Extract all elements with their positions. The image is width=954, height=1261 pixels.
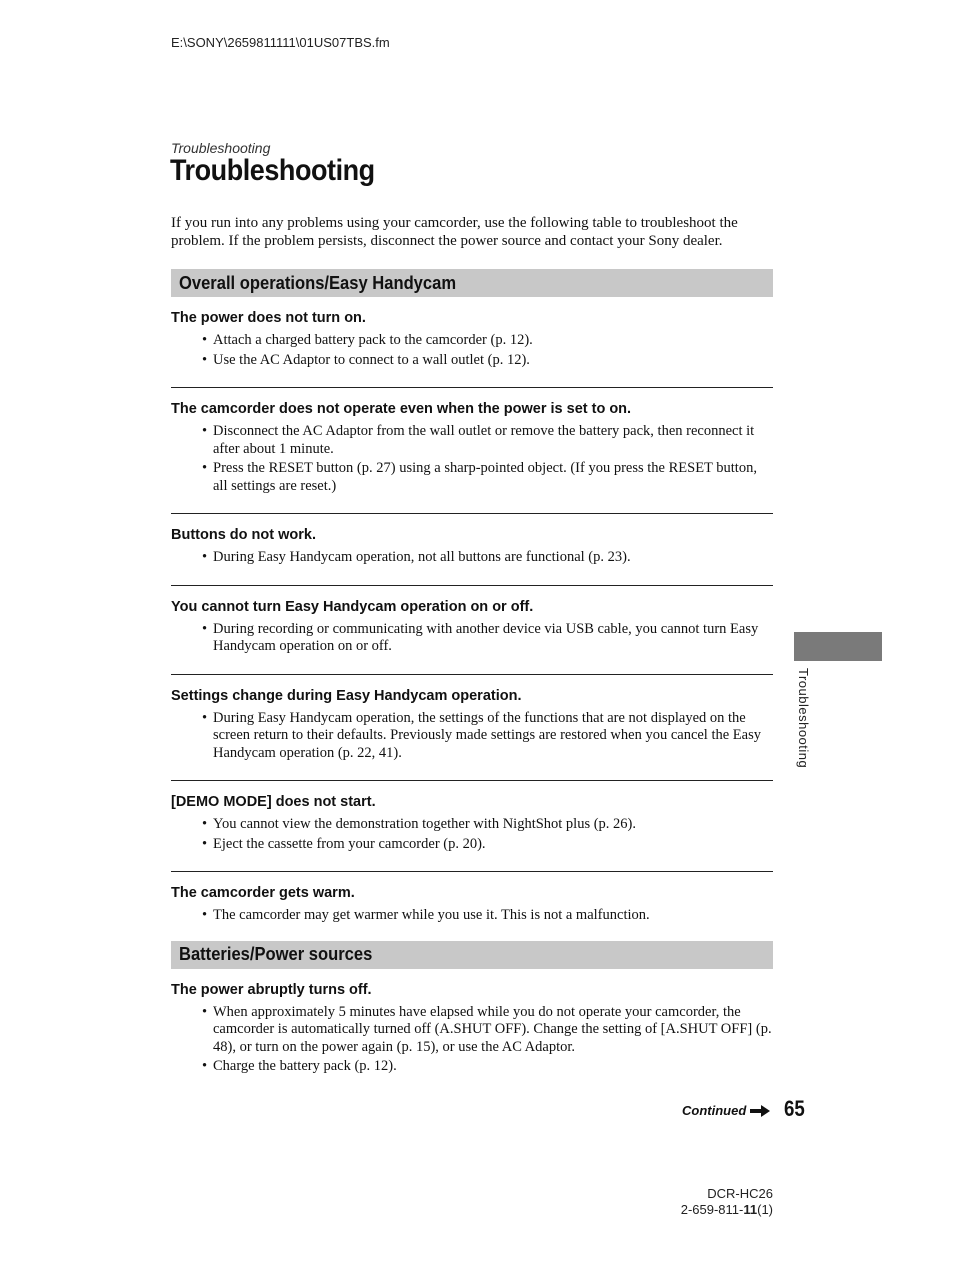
problem-heading: The power abruptly turns off. (171, 981, 372, 998)
solution-item: • Disconnect the AC Adaptor from the wall outlet or remove the battery pack, then reconnect it after about 1 minute. (213, 423, 773, 458)
troubleshoot-entry (171, 297, 773, 387)
solution-list (171, 907, 773, 925)
right-arrow-icon (750, 1105, 770, 1117)
problem-heading: The camcorder does not operate even when the power is set to on. (171, 401, 632, 417)
problem-heading: Settings change during Easy Handycam operation. (171, 687, 522, 704)
troubleshoot-entry (171, 513, 773, 585)
solution-item: • Press the RESET button (p. 27) using a sharp-pointed object. (If you press the RESET button, all settings are reset.) (213, 460, 773, 495)
intro-paragraph: If you run into any problems using your camcorder, use the following table to troubleshoot the problem. If the problem persists, disconnect the power source and contact your Sony dealer. (171, 215, 738, 249)
document-code-suffix: (1) (757, 1202, 773, 1217)
troubleshoot-entry (171, 969, 773, 1094)
troubleshoot-entry (171, 780, 773, 871)
solution-list (171, 710, 773, 763)
solution-list (171, 621, 773, 656)
document-code (681, 1202, 773, 1218)
solution-list (171, 549, 773, 567)
solution-item: • Eject the cassette from your camcorder (p. 20). (213, 836, 773, 854)
solution-item: • Use the AC Adaptor to connect to a wall outlet (p. 12). (213, 352, 773, 370)
solution-item: • During recording or communicating with another device via USB cable, you cannot turn Easy Handycam operation on or off. (213, 621, 773, 656)
page-number: 65 (784, 1096, 805, 1121)
continued-indicator (682, 1103, 770, 1118)
troubleshoot-entry (171, 387, 773, 513)
footer-model-info (681, 1186, 773, 1218)
running-head: Troubleshooting (171, 140, 271, 156)
problem-heading: The camcorder gets warm. (171, 885, 355, 901)
troubleshoot-entry (171, 674, 773, 781)
solution-item: • The camcorder may get warmer while you use it. This is not a malfunction. (213, 907, 773, 925)
document-code-prefix: 2-659-811- (680, 1202, 744, 1217)
solution-item: • Attach a charged battery pack to the camcorder (p. 12). (213, 332, 773, 350)
solution-list (171, 423, 773, 495)
page-title: Troubleshooting (170, 154, 375, 187)
section-heading-batteries-power (171, 941, 773, 969)
solution-item: • You cannot view the demonstration together with NightShot plus (p. 26). (213, 816, 773, 834)
troubleshooting-content (171, 269, 773, 1094)
problem-heading: You cannot turn Easy Handycam operation on or off. (171, 598, 534, 615)
problem-heading: Buttons do not work. (171, 527, 316, 543)
continued-label: Continued (682, 1103, 747, 1118)
chapter-tab-label: Troubleshooting (796, 668, 811, 769)
solution-list (171, 332, 773, 369)
chapter-tab (794, 632, 882, 661)
solution-item: • During Easy Handycam operation, the settings of the functions that are not displayed on the screen return to their defaults. Previously made settings are restored when you cancel the Easy Handycam operation (p. 22, 41). (213, 710, 773, 763)
troubleshoot-entry (171, 585, 773, 674)
solution-list (171, 1004, 773, 1076)
solution-list (171, 816, 773, 853)
model-number: DCR-HC26 (707, 1186, 773, 1201)
file-path: E:\SONY\2659811111\01US07TBS.fm (171, 35, 390, 50)
solution-item: • When approximately 5 minutes have elapsed while you do not operate your camcorder, the camcorder is automatically turned off (A.SHUT OFF). Change the setting of [A.SHUT OFF] (p. 48), or turn on the power again (p. 15), or use the AC Adaptor. (213, 1004, 773, 1057)
document-code-bold: 11 (743, 1202, 758, 1217)
section-heading-overall-operations (171, 269, 773, 297)
solution-item: • During Easy Handycam operation, not all buttons are functional (p. 23). (213, 549, 773, 567)
section-heading-label: Batteries/Power sources (179, 944, 373, 964)
troubleshoot-entry (171, 871, 773, 941)
section-heading-label: Overall operations/Easy Handycam (179, 272, 457, 293)
problem-heading: The power does not turn on. (171, 310, 366, 326)
problem-heading: [DEMO MODE] does not start. (171, 794, 376, 810)
solution-item: • Charge the battery pack (p. 12). (213, 1058, 773, 1076)
